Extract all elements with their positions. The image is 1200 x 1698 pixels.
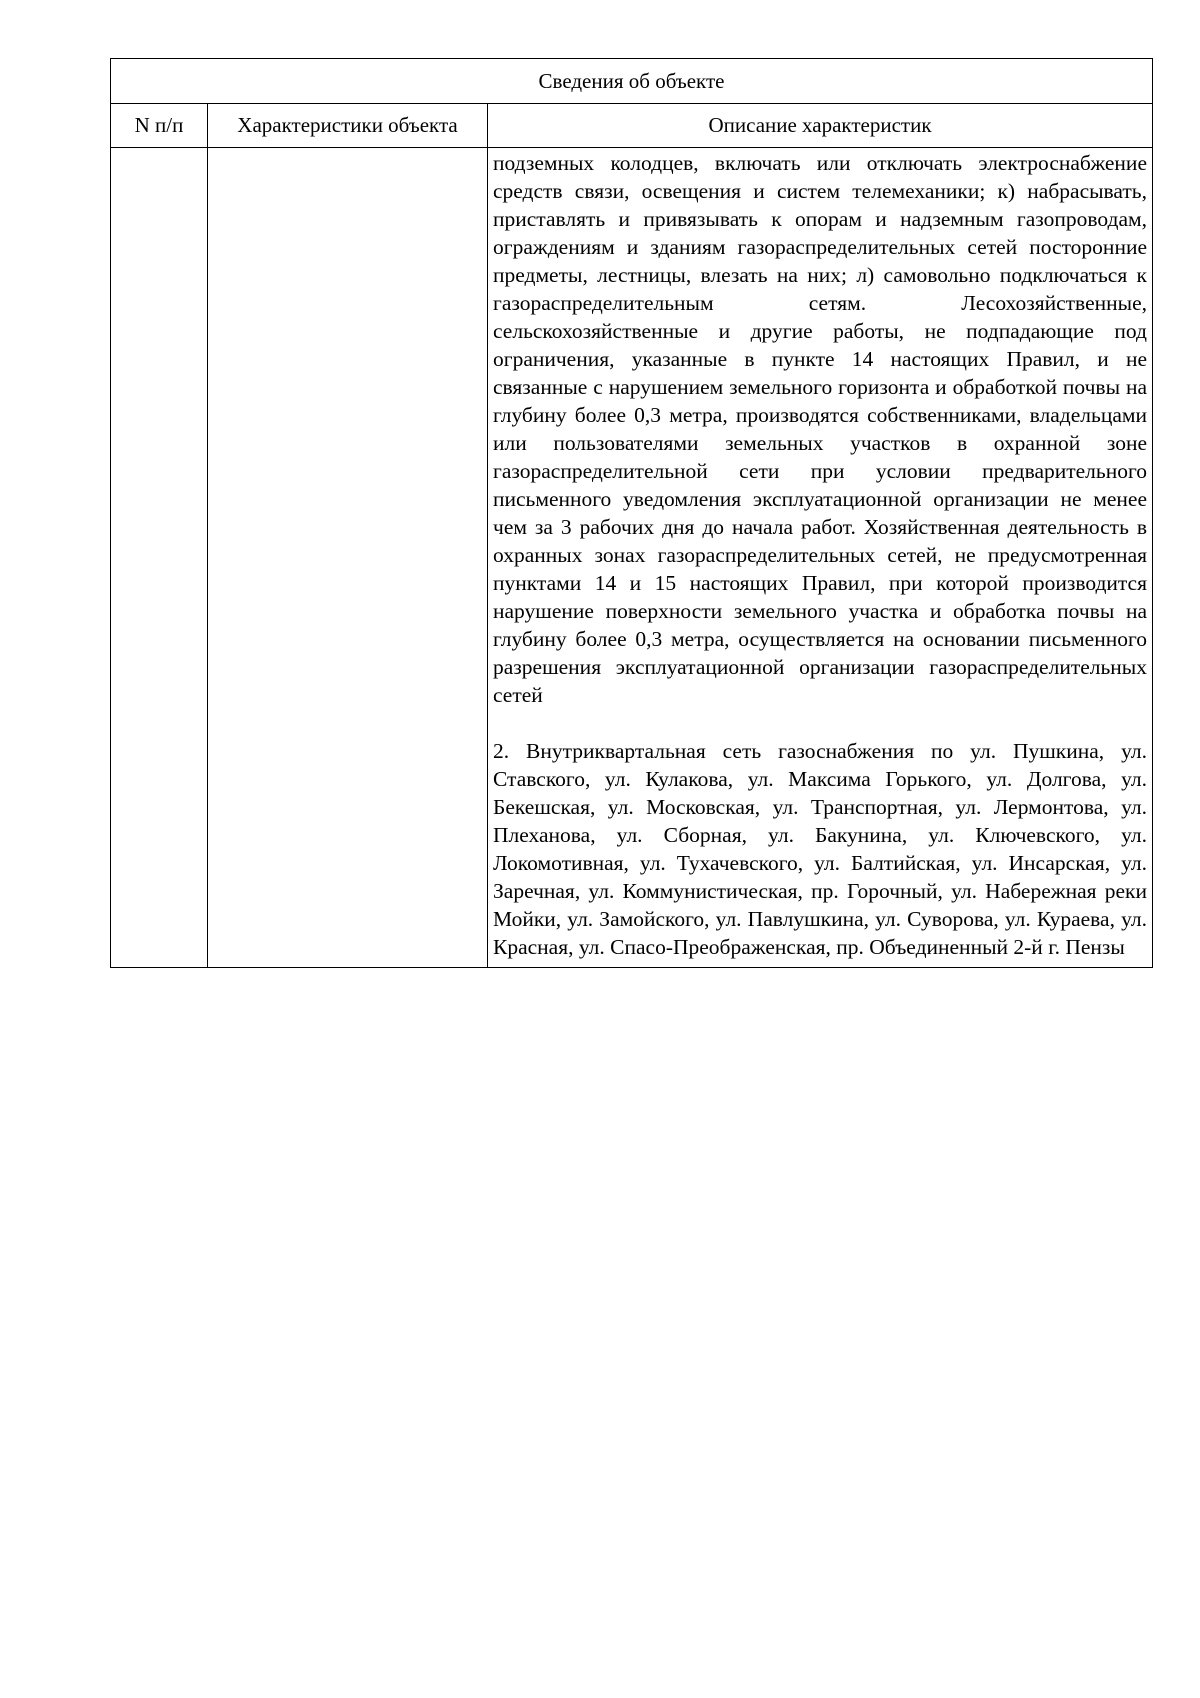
header-number: N п/п: [111, 104, 208, 148]
cell-description: [488, 148, 1153, 968]
table-title: Сведения об объекте: [111, 59, 1153, 104]
description-paragraph-1: подземных колодцев, включать или отключать электроснабжение средств связи, освещения и систем телемеханики; к) набрасывать, приставлять и привязывать к опорам и надземным газопроводам, ограждениям и зданиям газораспределительных сетей посторонние предметы, лестницы, влезать на них; л) самовольно подключаться к газораспределительным сетям. Лесохозяйственные, сельскохозяйственные и другие работы, не подпадающие под ограничения, указанные в пункте 14 настоящих Правил, и не связанные с нарушением земельного горизонта и обработкой почвы на глубину более 0,3 метра, производятся собственниками, владельцами или пользователями земельных участков в охранной зоне газораспределительной сети при условии предварительного письменного уведомления эксплуатационной организации не менее чем за 3 рабочих дня до начала работ. Хозяйственная деятельность в охранных зонах газораспределительных сетей, не предусмотренная пунктами 14 и 15 настоящих Правил, при которой производится нарушение поверхности земельного участка и обработка почвы на глубину более 0,3 метра, осуществляется на основании письменного разрешения эксплуатационной организации газораспределительных сетей: [493, 151, 1147, 707]
header-characteristics: Характеристики объекта: [208, 104, 488, 148]
document-page: [110, 58, 1152, 968]
table-header-row: [111, 104, 1153, 148]
object-info-table: [110, 58, 1153, 968]
description-paragraph-2: 2. Внутриквартальная сеть газоснабжения по ул. Пушкина, ул. Ставского, ул. Кулакова, ул. Максима Горького, ул. Долгова, ул. Бекешская, ул. Московская, ул. Транспортная, ул. Лермонтова, ул. Плеханова, ул. Сборная, ул. Бакунина, ул. Ключевского, ул. Локомотивная, ул. Тухачевского, ул. Балтийская, ул. Инсарская, ул. Заречная, ул. Коммунистическая, пр. Горочный, ул. Набережная реки Мойки, ул. Замойского, ул. Павлушкина, ул. Суворова, ул. Кураева, ул. Красная, ул. Спасо-Преображенская, пр. Объединенный 2-й г. Пензы: [493, 739, 1147, 959]
cell-characteristics: [208, 148, 488, 968]
header-description: Описание характеристик: [488, 104, 1153, 148]
cell-number: [111, 148, 208, 968]
table-row: [111, 148, 1153, 968]
table-title-row: [111, 59, 1153, 104]
